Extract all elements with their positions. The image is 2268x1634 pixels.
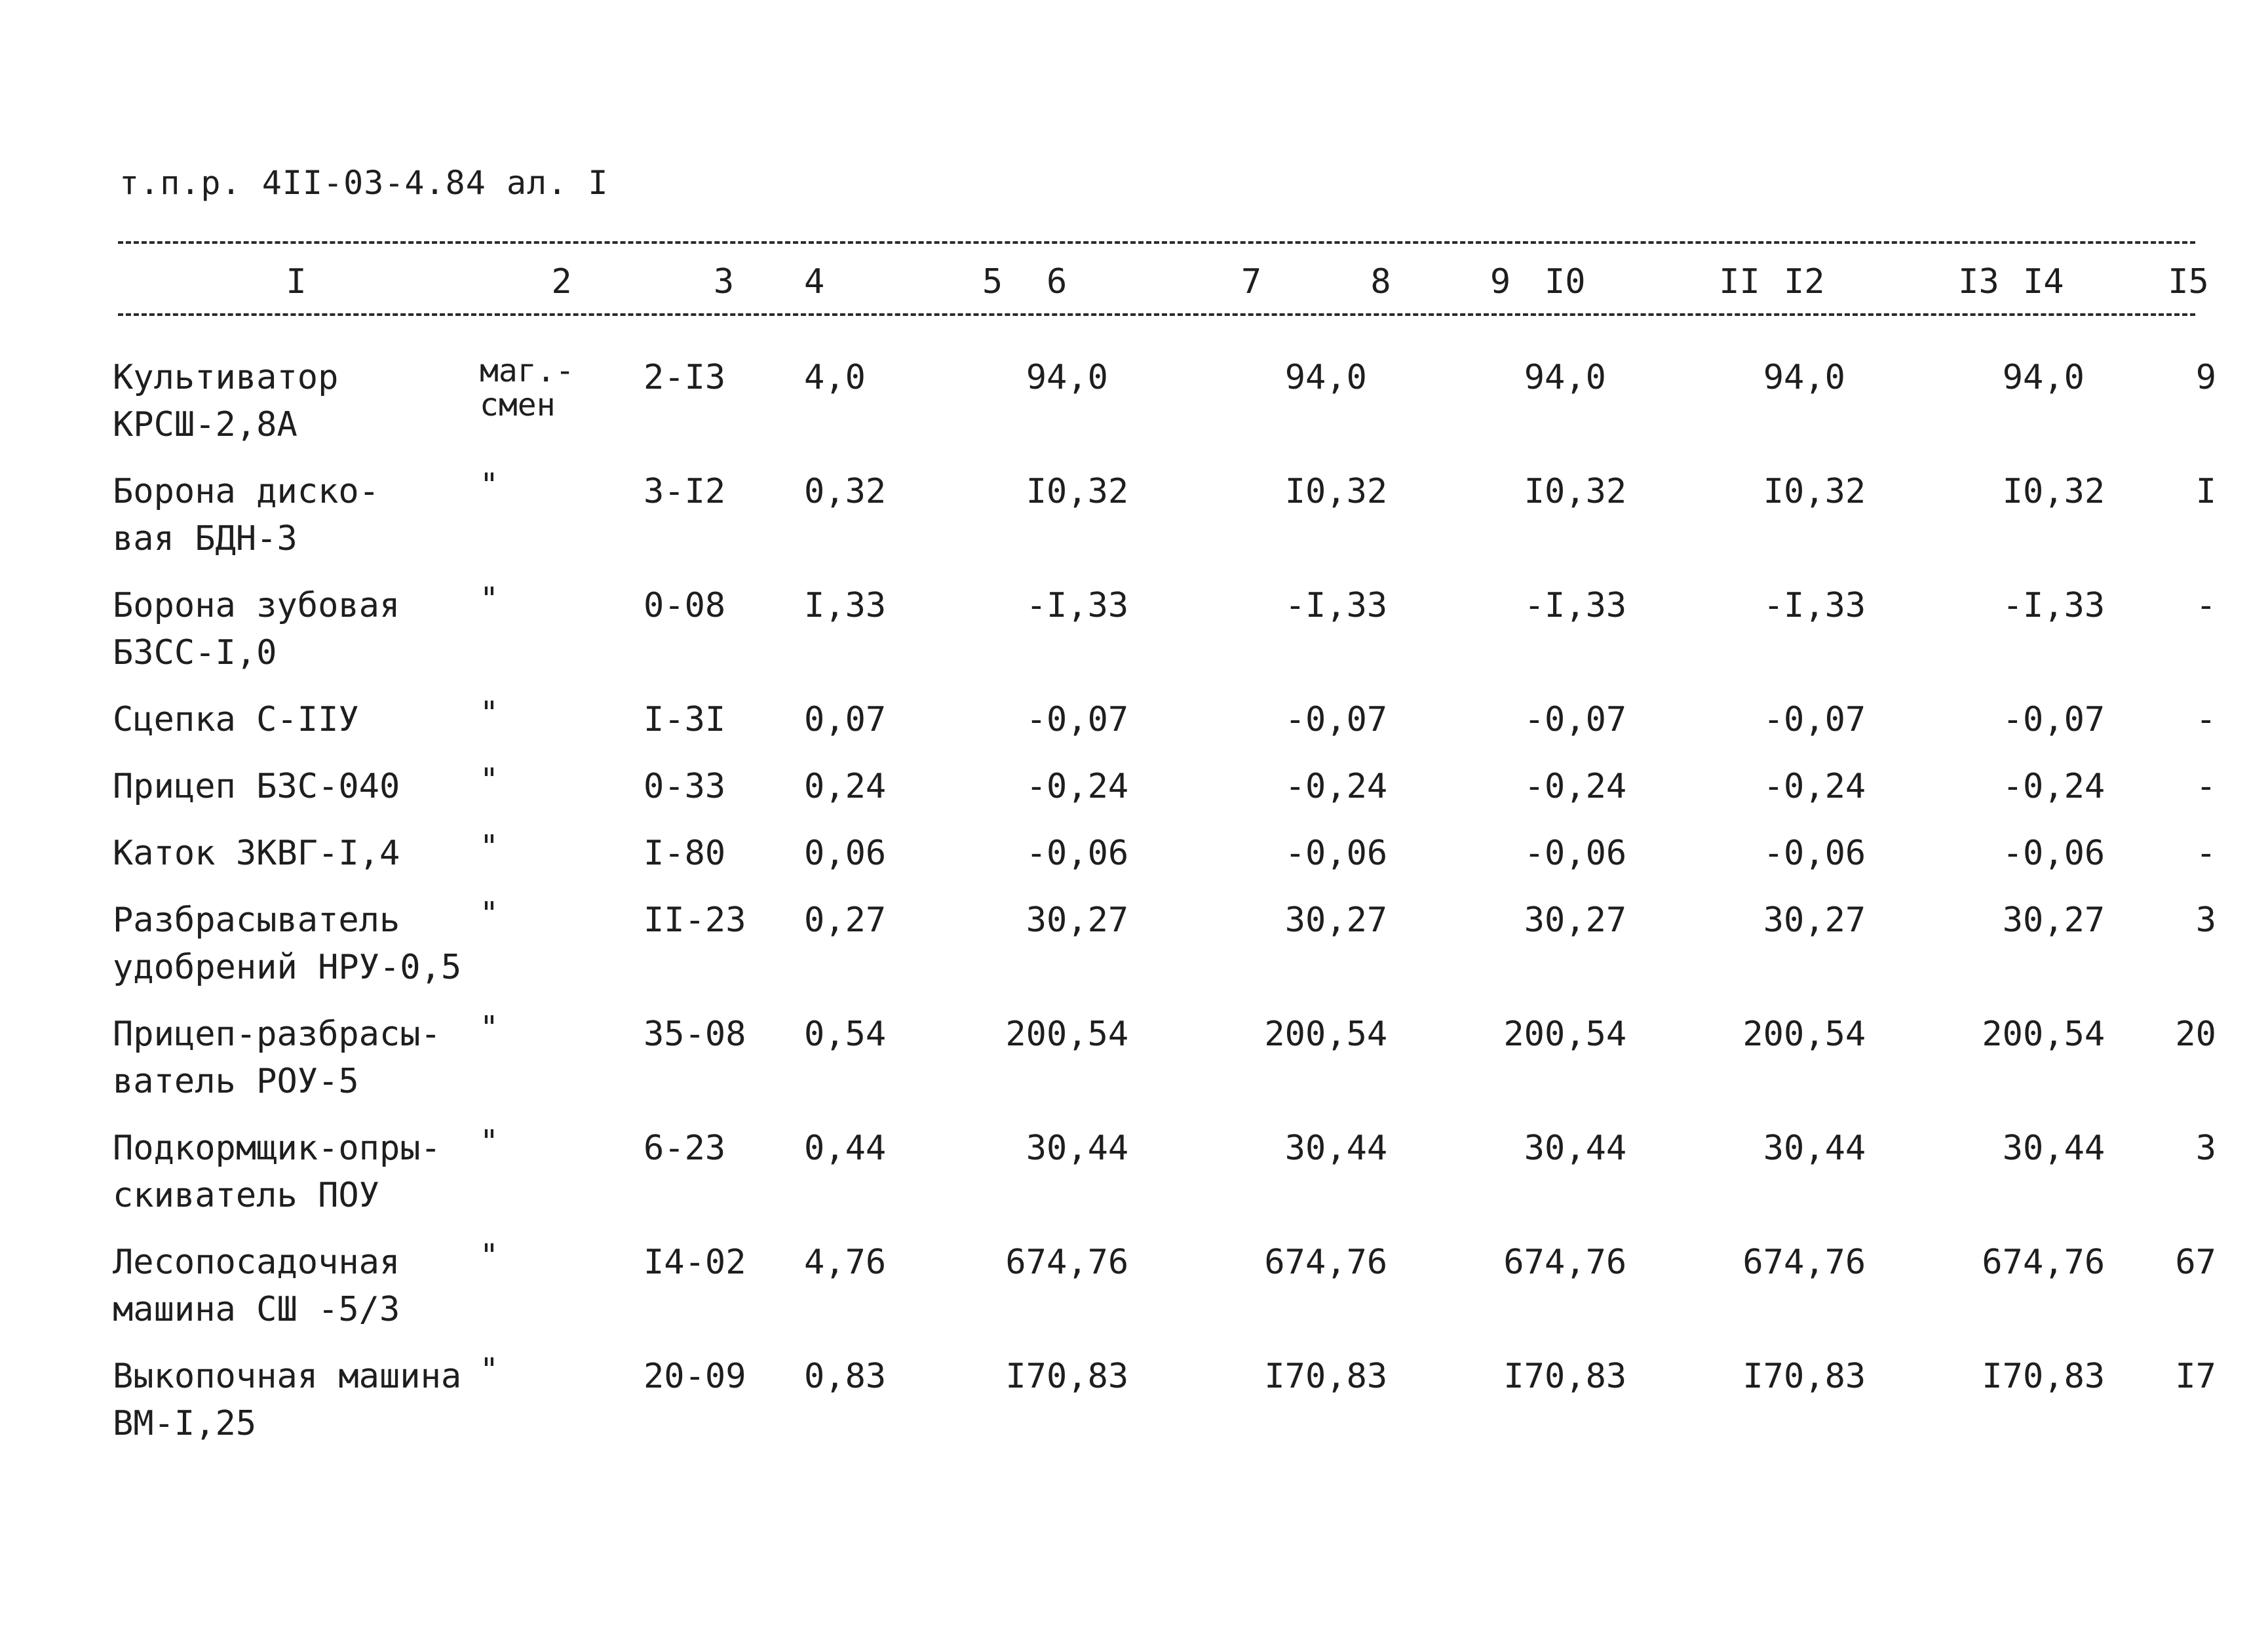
count-cell: - (2195, 586, 2216, 625)
value-cell: 0,54 (1305, 1015, 1388, 1054)
value-cell: 0,44 (1305, 1129, 1388, 1168)
value-cell: 4,76 (1545, 1243, 1627, 1282)
count-cell: 67 (1264, 1243, 1305, 1282)
count-cell: I (1524, 472, 1545, 511)
column-header: I0 (1545, 262, 1586, 302)
code-cell: I-80 (644, 834, 726, 873)
value-cell: 0,27 (1305, 901, 1388, 940)
count-cell: - (1026, 700, 1047, 739)
count-cell: - (1524, 767, 1545, 806)
value-cell: 0,27 (804, 901, 887, 940)
unit: " (480, 1352, 499, 1388)
unit: " (480, 1009, 499, 1046)
value-cell: 4,76 (1784, 1243, 1866, 1282)
code-cell: 0-33 (644, 767, 726, 806)
value-cell: 0,24 (804, 767, 887, 806)
count-cell: 9 (1524, 358, 1545, 397)
count-cell: - (1284, 767, 1305, 806)
count-cell: 20 (1503, 1015, 1545, 1054)
count-cell: - (1763, 700, 1784, 739)
count-cell: 3 (1763, 1129, 1784, 1168)
value-cell: 4,76 (804, 1243, 887, 1282)
column-header: II (1719, 262, 1760, 302)
count-cell: 20 (1005, 1015, 1047, 1054)
count-cell: - (2002, 700, 2023, 739)
value-cell: 0,24 (1784, 767, 1866, 806)
count-cell: 3 (2002, 1129, 2023, 1168)
count-cell: - (1026, 834, 1047, 873)
value-cell: 0,44 (1784, 1129, 1866, 1168)
count-cell: 3 (1026, 1129, 1047, 1168)
count-cell: 20 (1982, 1015, 2023, 1054)
value-cell: 0,27 (2023, 901, 2105, 940)
value-cell: 0,44 (1545, 1129, 1627, 1168)
column-header: 3 (713, 262, 735, 302)
column-header: 6 (1047, 262, 1067, 302)
value-cell: 0,27 (1047, 901, 1129, 940)
count-cell: I7 (1005, 1357, 1047, 1396)
count-cell: - (1524, 834, 1545, 873)
value-cell: 0,06 (1545, 834, 1627, 873)
value-cell: I,33 (2023, 586, 2105, 625)
count-cell: 67 (2175, 1243, 2216, 1282)
value-cell: 0,07 (1545, 700, 1627, 739)
value-cell: 0,32 (1047, 472, 1129, 511)
count-cell: 20 (1264, 1015, 1305, 1054)
code-cell: 2-I3 (644, 358, 726, 397)
count-cell: 20 (1742, 1015, 1784, 1054)
machine-name: Разбрасыватель удобрений НРУ-0,5 (113, 901, 462, 987)
count-cell: I (1284, 472, 1305, 511)
count-cell: 67 (1005, 1243, 1047, 1282)
value-cell: 4,76 (1305, 1243, 1388, 1282)
value-cell: 0,32 (2023, 472, 2105, 511)
unit: " (480, 895, 499, 932)
count-cell: - (1284, 700, 1305, 739)
count-cell: 9 (1026, 358, 1047, 397)
column-header: I4 (2023, 262, 2064, 302)
unit: " (480, 1123, 499, 1160)
table-row (113, 897, 2216, 1011)
value-cell: 0,83 (1305, 1357, 1388, 1396)
count-cell: 3 (2195, 901, 2216, 940)
table-row (113, 1239, 2216, 1353)
count-cell: I (1026, 472, 1047, 511)
code-cell: 20-09 (644, 1357, 746, 1396)
value-cell: 4,0 (2023, 358, 2085, 397)
count-cell: - (1026, 586, 1047, 625)
column-header: 9 (1490, 262, 1511, 302)
unit: " (480, 1237, 499, 1274)
value-cell: 0,06 (804, 834, 887, 873)
count-cell: 67 (1503, 1243, 1545, 1282)
value-cell: 0,07 (1305, 700, 1388, 739)
count-cell: 67 (1742, 1243, 1784, 1282)
count-cell: I7 (1503, 1357, 1545, 1396)
table-row (113, 1011, 2216, 1125)
value-cell: 0,32 (1784, 472, 1866, 511)
value-cell: 0,24 (1545, 767, 1627, 806)
machinery-table (113, 249, 2216, 1467)
count-cell: I7 (2175, 1357, 2216, 1396)
count-cell: I (2195, 472, 2216, 511)
unit: " (480, 467, 499, 503)
column-header: I5 (2168, 262, 2209, 302)
value-cell: 0,83 (1047, 1357, 1129, 1396)
value-cell: 0,83 (1545, 1357, 1627, 1396)
value-cell: 0,54 (2023, 1015, 2105, 1054)
column-header: I2 (1784, 262, 1825, 302)
unit: " (480, 828, 499, 865)
value-cell: 0,54 (1784, 1015, 1866, 1054)
value-cell: 4,0 (1047, 358, 1108, 397)
value-cell: I,33 (804, 586, 887, 625)
value-cell: 0,06 (2023, 834, 2105, 873)
value-cell: 4,76 (2023, 1243, 2105, 1282)
count-cell: - (1763, 834, 1784, 873)
value-cell: 0,07 (1047, 700, 1129, 739)
table-row (113, 1353, 2216, 1467)
count-cell: 3 (2195, 1129, 2216, 1168)
value-cell: 0,27 (1784, 901, 1866, 940)
count-cell: - (2195, 834, 2216, 873)
count-cell: 9 (2195, 358, 2216, 397)
count-cell: - (1026, 767, 1047, 806)
value-cell: 0,06 (1047, 834, 1129, 873)
count-cell: I7 (1264, 1357, 1305, 1396)
document-header: т.п.р. 4II-03-4.84 ал. I (119, 164, 609, 202)
value-cell: 0,83 (1784, 1357, 1866, 1396)
header-top-rule (118, 241, 2195, 244)
count-cell: 20 (2175, 1015, 2216, 1054)
code-cell: II-23 (644, 901, 746, 940)
machine-name: Лесопосадочная машина СШ -5/3 (113, 1243, 400, 1329)
column-header: 2 (551, 262, 572, 302)
code-cell: 3-I2 (644, 472, 726, 511)
value-cell: 4,0 (1305, 358, 1367, 397)
column-header: 5 (982, 262, 1003, 302)
value-cell: 0,24 (1305, 767, 1388, 806)
table-row (113, 696, 2216, 763)
value-cell: 4,76 (1047, 1243, 1129, 1282)
machine-name: Борона диско- вая БДН-3 (113, 472, 379, 558)
unit: маг.- смен (480, 353, 575, 423)
value-cell: 0,54 (1047, 1015, 1129, 1054)
count-cell: - (1524, 700, 1545, 739)
machine-name: Прицеп БЗС-040 (113, 767, 400, 806)
table-row (113, 582, 2216, 696)
value-cell: 0,06 (1784, 834, 1866, 873)
count-cell: I7 (1982, 1357, 2023, 1396)
unit: " (480, 581, 499, 617)
count-cell: 67 (1982, 1243, 2023, 1282)
count-cell: 9 (1284, 358, 1305, 397)
value-cell: 4,0 (804, 358, 866, 397)
count-cell: 9 (1763, 358, 1784, 397)
count-cell: - (2002, 767, 2023, 806)
machine-name: Культиватор КРСШ-2,8А (113, 358, 339, 444)
value-cell: I,33 (1305, 586, 1388, 625)
column-header: I (286, 262, 307, 302)
code-cell: 35-08 (644, 1015, 746, 1054)
column-number-row (113, 249, 2216, 315)
count-cell: I (1763, 472, 1784, 511)
machine-name: Каток ЗКВГ-I,4 (113, 834, 400, 873)
table-row (113, 1125, 2216, 1239)
column-header: 7 (1240, 262, 1262, 302)
count-cell: - (1284, 586, 1305, 625)
value-cell: I,33 (1047, 586, 1129, 625)
machine-name: Прицеп-разбрасы- ватель РОУ-5 (113, 1015, 441, 1101)
machine-name: Сцепка С-IIУ (113, 700, 359, 739)
count-cell: - (1763, 767, 1784, 806)
value-cell: 4,0 (1545, 358, 1606, 397)
value-cell: 0,32 (1545, 472, 1627, 511)
count-cell: 3 (1524, 1129, 1545, 1168)
machine-name: Борона зубовая БЗСС-I,0 (113, 586, 400, 672)
code-cell: 0-08 (644, 586, 726, 625)
code-cell: I4-02 (644, 1243, 746, 1282)
value-cell: 0,06 (1305, 834, 1388, 873)
table-row (113, 468, 2216, 582)
column-header: 8 (1370, 262, 1391, 302)
value-cell: 0,07 (1784, 700, 1866, 739)
count-cell: I (2002, 472, 2023, 511)
value-cell: 0,54 (804, 1015, 887, 1054)
value-cell: 0,83 (2023, 1357, 2105, 1396)
value-cell: 0,24 (1047, 767, 1129, 806)
value-cell: 4,0 (1784, 358, 1845, 397)
value-cell: 0,27 (1545, 901, 1627, 940)
count-cell: - (1763, 586, 1784, 625)
code-cell: 6-23 (644, 1129, 726, 1168)
value-cell: 0,07 (2023, 700, 2105, 739)
column-header: I3 (1958, 262, 1999, 302)
table-row (113, 763, 2216, 830)
value-cell: 0,32 (804, 472, 887, 511)
table-row (113, 830, 2216, 897)
value-cell: 0,44 (1047, 1129, 1129, 1168)
count-cell: - (1524, 586, 1545, 625)
count-cell: - (2195, 767, 2216, 806)
unit: " (480, 695, 499, 731)
count-cell: 3 (1284, 901, 1305, 940)
count-cell: 3 (2002, 901, 2023, 940)
value-cell: 0,83 (804, 1357, 887, 1396)
machine-name: Выкопочная машина ВМ-I,25 (113, 1357, 462, 1443)
count-cell: 9 (2002, 358, 2023, 397)
count-cell: 3 (1026, 901, 1047, 940)
count-cell: - (1284, 834, 1305, 873)
code-cell: I-3I (644, 700, 726, 739)
count-cell: - (2002, 586, 2023, 625)
count-cell: 3 (1763, 901, 1784, 940)
count-cell: I7 (1742, 1357, 1784, 1396)
value-cell: 0,44 (2023, 1129, 2105, 1168)
value-cell: I,33 (1545, 586, 1627, 625)
count-cell: 3 (1284, 1129, 1305, 1168)
count-cell: - (2002, 834, 2023, 873)
value-cell: 0,54 (1545, 1015, 1627, 1054)
count-cell: - (2195, 700, 2216, 739)
value-cell: 0,44 (804, 1129, 887, 1168)
table-row (113, 354, 2216, 468)
value-cell: 0,07 (804, 700, 887, 739)
unit: " (480, 762, 499, 798)
value-cell: I,33 (1784, 586, 1866, 625)
count-cell: 3 (1524, 901, 1545, 940)
column-header: 4 (804, 262, 825, 302)
value-cell: 0,24 (2023, 767, 2105, 806)
machine-name: Подкормщик-опры- скиватель ПОУ (113, 1129, 441, 1215)
value-cell: 0,32 (1305, 472, 1388, 511)
